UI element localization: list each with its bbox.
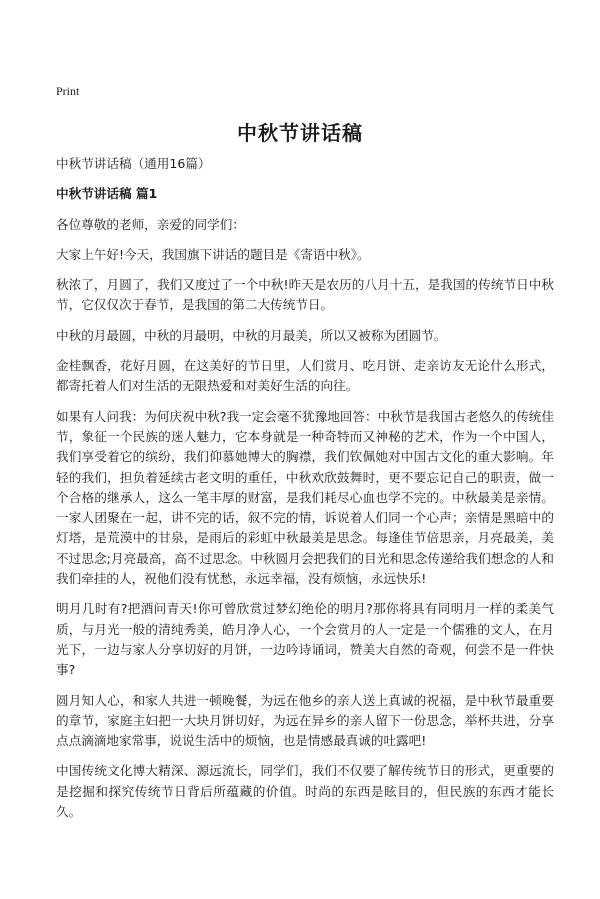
paragraph-intro: 大家上午好!今天，我国旗下讲话的题目是《寄语中秋》。 — [56, 246, 370, 262]
paragraph: 圆月知人心，和家人共进一顿晚餐，为远在他乡的亲人送上真诚的祝福，是中秋节最重要的章节，家庭主妇把一大块月饼切好，为远在异乡的亲人留下一份思念，举杯共进，分享点点滴滴地家常事，说说生活中的烦恼，也是情感最真诚的吐露吧! — [56, 692, 554, 749]
paragraph-greeting: 各位尊敬的老师，亲爱的同学们： — [56, 216, 245, 232]
paragraph: 中国传统文化博大精深、源远流长，同学们，我们不仅要了解传统节日的形式，更重要的是挖掘和探究传统节日背后所蕴藏的价值。时尚的东西是眩目的，但民族的东西才能长久。 — [56, 763, 554, 820]
paragraph: 如果有人问我：为何庆祝中秋?我一定会毫不犹豫地回答：中秋节是我国古老悠久的传统佳节，象征一个民族的迷人魅力，它本身就是一种奇特而又神秘的艺术，作为一个中国人，我们享受着它的缤纷，我们仰慕她博大的胸襟，我们钦佩她对中国古文化的重大影响。年轻的我们，担负着延续古老文明的重任，中秋欢欣鼓舞时，更不要忘记自己的职责，做一个合格的继承人，这么一笔丰厚的财富，是我们耗尽心血也学不完的。中秋最美是亲情。一家人团聚在一起，讲不完的话，叙不完的情，诉说着人们同一个心声；亲情是黑暗中的灯塔，是荒漠中的甘泉，是雨后的彩虹中秋最美是思念。每逢佳节倍思亲，月亮最美，美不过思念;月亮最高，高不过思念。中秋圆月会把我们的目光和思念传递给我们想念的人和我们牵挂的人，祝他们没有忧愁，永远幸福，没有烦恼，永远快乐! — [56, 408, 554, 587]
paragraph: 秋浓了，月圆了，我们又度过了一个中秋!昨天是农历的八月十五，是我国的传统节日中秋节，它仅仅次于春节，是我国的第二大传统节日。 — [56, 277, 554, 313]
document-subtitle: 中秋节讲话稿（通用16篇） — [56, 156, 211, 171]
section-heading: 中秋节讲话稿 篇1 — [56, 186, 158, 202]
paragraph: 中秋的月最圆，中秋的月最明，中秋的月最美，所以又被称为团圆节。 — [56, 327, 447, 343]
print-link[interactable]: Print — [56, 84, 80, 98]
paragraph: 明月几时有?把酒问青天!你可曾欣赏过梦幻绝伦的明月?那你将具有同明月一样的柔美气质，与月光一般的清纯秀美，皓月净人心，一个会赏月的人一定是一个儒雅的文人，在月光下，一边与家人分享切好的月饼，一边吟诗诵词，赞美大自然的奇观，何尝不是一件快事? — [56, 601, 554, 678]
paragraph: 金桂飘香，花好月圆，在这美好的节日里，人们赏月、吃月饼、走亲访友无论什么形式，都寄托着人们对生活的无限热爱和对美好生活的向往。 — [56, 358, 554, 394]
page-title: 中秋节讲话稿 — [237, 121, 363, 145]
document-body — [56, 154, 554, 832]
